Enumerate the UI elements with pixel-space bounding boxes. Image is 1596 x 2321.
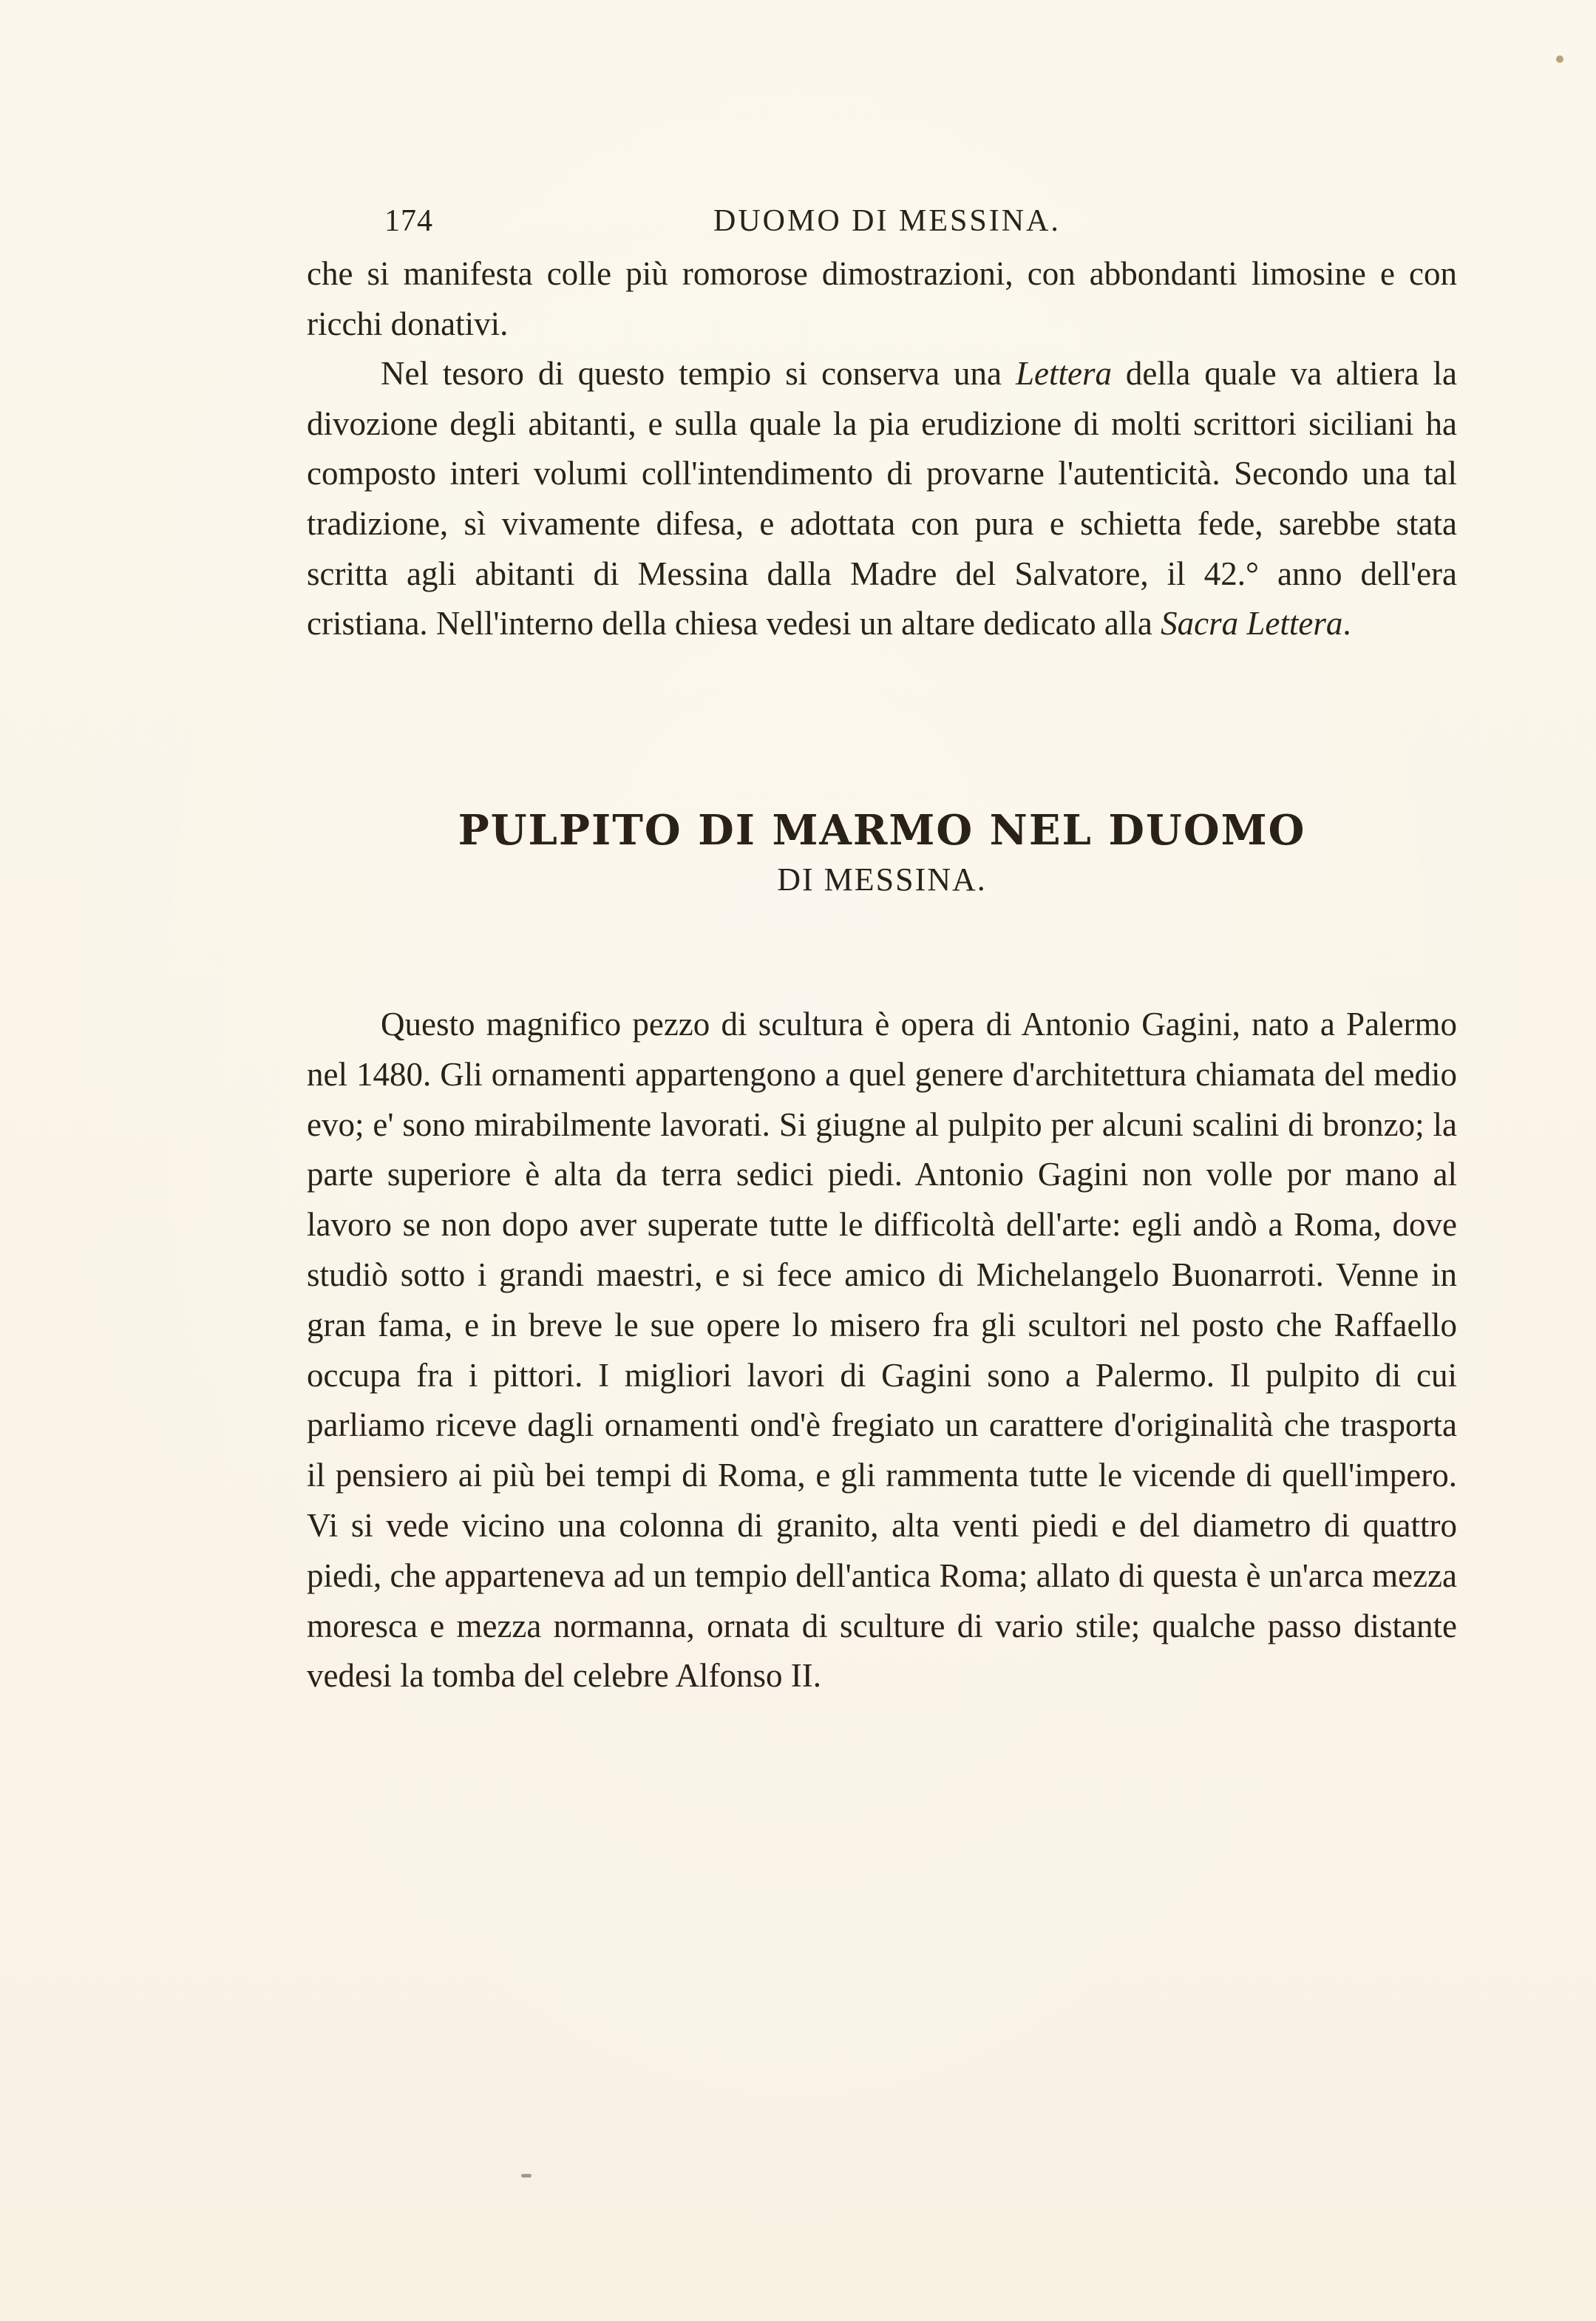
section-heading xyxy=(307,804,1457,904)
running-title: DUOMO DI MESSINA. xyxy=(713,204,1061,238)
page-number: 174 xyxy=(384,204,433,238)
body-text-top xyxy=(307,249,1457,649)
section-subtitle: DI MESSINA. xyxy=(777,861,987,898)
running-head xyxy=(384,203,1294,240)
body-text-main xyxy=(307,1000,1457,1701)
section-title: PULPITO DI MARMO NEL DUOMO xyxy=(458,806,1306,855)
text-run: Nel tesoro di questo tempio si conserva una xyxy=(381,355,1016,393)
italic-term: Sacra Lettera xyxy=(1161,605,1343,643)
text-run: . xyxy=(1342,605,1351,643)
italic-term: Lettera xyxy=(1015,355,1112,393)
text-run: della quale va altiera la divozione degli abitanti, e sulla quale la pia erudizione di molti scrittori siciliani ha composto interi volumi coll'intendimento di provarne l'autenticità. Secondo una tal tradizione, sì vivamente difesa, e adottata con pura e schietta fede, sarebbe stata scritta agli abitanti di Messina dalla Madre del Salvatore, il 42.° anno dell'era cristiana. Nell'interno della chiesa vedesi un altare dedicato alla xyxy=(307,355,1458,643)
paragraph-continued: che si manifesta colle più romorose dimostrazioni, con abbondanti limosine e con ricchi donativi. xyxy=(307,255,1457,342)
paper-speck xyxy=(521,2174,532,2178)
paragraph-lettera xyxy=(307,349,1457,649)
paragraph-pulpito: Questo magnifico pezzo di scultura è opera di Antonio Gagini, nato a Palermo nel 1480. Gli ornamenti appartengono a quel genere d'architettura chiamata del medio evo; e' sono mirabilmente lavorati. Si giugne al pulpito per alcuni scalini di bronzo; la parte superiore è alta da terra sedici piedi. Antonio Gagini non volle por mano al lavoro se non dopo aver superate tutte le difficoltà dell'arte: egli andò a Roma, dove studiò sotto i grandi maestri, e si fece amico di Michelangelo Buonarroti. Venne in gran fama, e in breve le sue opere lo misero fra gli scultori nel posto che Raffaello occupa fra i pittori. I migliori lavori di Gagini sono a Palermo. Il pulpito di cui parliamo riceve dagli ornamenti ond'è fregiato un carattere d'originalità che trasporta il pensiero ai più bei tempi di Roma, e gli rammenta tutte le vicende di quell'impero. Vi si vede vicino una colonna di granito, alta venti piedi e del diametro di quattro piedi, che apparteneva ad un tempio dell'antica Roma; allato di questa è un'arca mezza moresca e mezza normanna, ornata di sculture di vario stile; qualche passo distante vedesi la tomba del celebre Alfonso II. xyxy=(307,1006,1457,1695)
paper-speck xyxy=(1556,55,1563,63)
